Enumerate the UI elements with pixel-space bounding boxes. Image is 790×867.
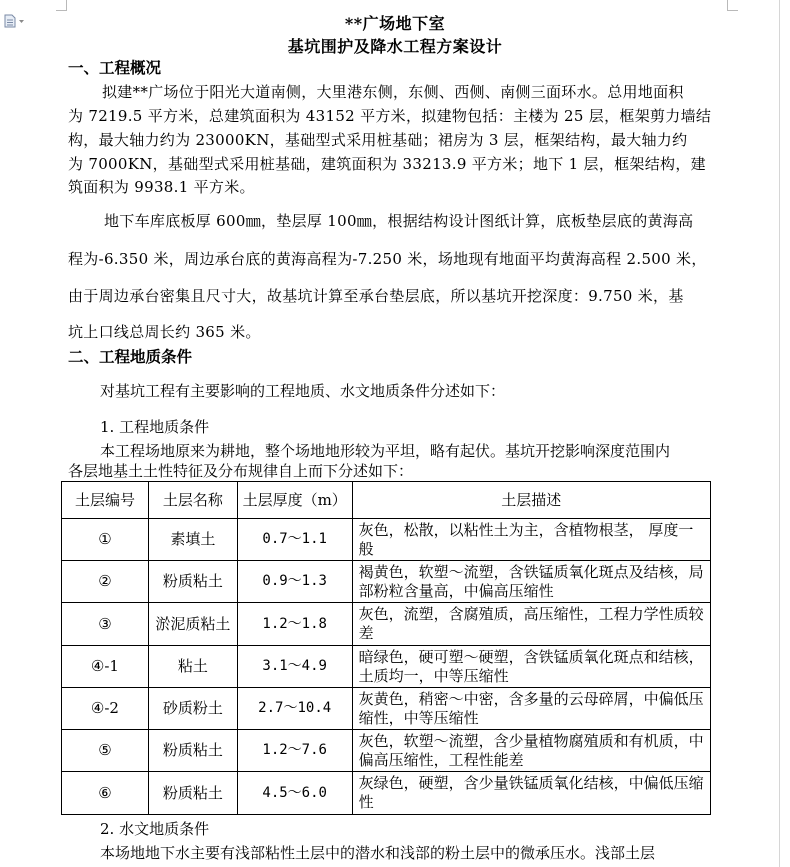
subheading-engineering-geology: 1. 工程地质条件 xyxy=(100,418,210,436)
cell-layer-name: 粉质粘土 xyxy=(148,772,237,815)
cell-layer-desc: 灰黄色，稍密～中密，含多量的云母碎屑，中偏低压缩性，中等压缩性 xyxy=(352,688,710,730)
paragraph-line: 本工程场地原来为耕地，整个场地地形较为平坦，略有起伏。基坑开挖影响深度范围内 xyxy=(100,442,671,460)
table-row xyxy=(62,772,711,815)
cell-layer-name: 粉质粘土 xyxy=(148,561,237,603)
paragraph-line: 筑面积为 9938.1 平方米。 xyxy=(68,178,255,196)
table-header-row xyxy=(62,482,711,519)
cell-layer-name: 砂质粉土 xyxy=(148,688,237,730)
cell-layer-desc: 灰色，松散，以粘性土为主，含植物根茎， 厚度一般 xyxy=(352,519,710,561)
paragraph-line: 为 7000KN，基础型式采用桩基础，建筑面积为 33213.9 平方米；地下 1 层，框架结构，建 xyxy=(68,155,706,173)
cell-layer-thickness: 1.2～1.8 xyxy=(237,603,352,646)
paragraph-line: 地下车库底板厚 600㎜，垫层厚 100㎜，根据结构设计图纸计算，底板垫层底的黄海高 xyxy=(104,212,694,230)
cell-layer-no: ④-2 xyxy=(62,688,149,730)
table-row xyxy=(62,603,711,646)
soil-layer-table xyxy=(61,481,711,815)
paragraph-line: 拟建**广场位于阳光大道南侧，大里港东侧，东侧、西侧、南侧三面环水。总用地面积 xyxy=(102,83,684,101)
paragraph-line: 构，最大轴力约为 23000KN，基础型式采用桩基础；裙房为 3 层，框架结构，最大轴力约 xyxy=(68,131,688,149)
cell-layer-no: ③ xyxy=(62,603,149,646)
cell-layer-desc: 暗绿色，硬可塑～硬塑，含铁锰质氧化斑点和结核，土质均一，中等压缩性 xyxy=(352,646,710,688)
cell-layer-thickness: 1.2～7.6 xyxy=(237,730,352,772)
cell-layer-desc: 灰色，软塑～流塑，含少量植物腐殖质和有机质，中偏高压缩性，工程性能差 xyxy=(352,730,710,772)
cell-layer-desc: 灰色，流塑，含腐殖质，高压缩性，工程力学性质较差 xyxy=(352,603,710,646)
cell-layer-name: 淤泥质粘土 xyxy=(148,603,237,646)
page-right-border xyxy=(779,0,780,867)
page-corner-mark-right xyxy=(727,0,728,10)
paragraph-line: 坑上口线总周长约 365 米。 xyxy=(68,323,261,341)
page-corner-mark-left xyxy=(66,0,67,10)
cell-layer-desc: 褐黄色，软塑～流塑，含铁锰质氧化斑点及结核，局部粉粒含量高，中偏高压缩性 xyxy=(352,561,710,603)
cell-layer-thickness: 0.7～1.1 xyxy=(237,519,352,561)
table-row xyxy=(62,688,711,730)
subheading-hydro-geology: 2. 水文地质条件 xyxy=(100,820,210,838)
header-layer-no: 土层编号 xyxy=(62,482,149,519)
cell-layer-name: 粘土 xyxy=(148,646,237,688)
geology-intro: 对基坑工程有主要影响的工程地质、水文地质条件分述如下： xyxy=(100,382,506,400)
paragraph-line: 本场地地下水主要有浅部粘性土层中的潜水和浅部的粉土层中的微承压水。浅部土层 xyxy=(100,844,656,862)
table-row xyxy=(62,730,711,772)
cell-layer-no: ④-1 xyxy=(62,646,149,688)
header-layer-thickness: 土层厚度（m） xyxy=(237,482,352,519)
cell-layer-thickness: 4.5～6.0 xyxy=(237,772,352,815)
cell-layer-name: 素填土 xyxy=(148,519,237,561)
header-layer-desc: 土层描述 xyxy=(352,482,710,519)
cell-layer-thickness: 0.9～1.3 xyxy=(237,561,352,603)
cell-layer-name: 粉质粘土 xyxy=(148,730,237,772)
cell-layer-no: ⑥ xyxy=(62,772,149,815)
cell-layer-no: ② xyxy=(62,561,149,603)
paragraph-line: 程为-6.350 米，周边承台底的黄海高程为-7.250 米，场地现有地面平均黄海高程 2.500 米， xyxy=(68,250,707,268)
table-row xyxy=(62,519,711,561)
paragraph-line: 为 7219.5 平方米，总建筑面积为 43152 平方米，拟建物包括：主楼为 25 层，框架剪力墙结 xyxy=(68,107,712,125)
document-title: **广场地下室 xyxy=(344,14,446,33)
section-heading-geology: 二、工程地质条件 xyxy=(68,347,193,366)
header-layer-name: 土层名称 xyxy=(148,482,237,519)
cell-layer-no: ⑤ xyxy=(62,730,149,772)
cell-layer-thickness: 2.7～10.4 xyxy=(237,688,352,730)
paragraph-line: 各层地基土土性特征及分布规律自上而下分述如下： xyxy=(68,462,414,480)
cell-layer-thickness: 3.1～4.9 xyxy=(237,646,352,688)
cell-layer-desc: 灰绿色，硬塑，含少量铁锰质氧化结核，中偏低压缩性 xyxy=(352,772,710,815)
document-subtitle: 基坑围护及降水工程方案设计 xyxy=(287,37,503,56)
table-row xyxy=(62,646,711,688)
paragraph-line: 由于周边承台密集且尺寸大，故基坑计算至承台垫层底，所以基坑开挖深度：9.750 米，基 xyxy=(68,287,684,305)
cell-layer-no: ① xyxy=(62,519,149,561)
table-row xyxy=(62,561,711,603)
section-heading-overview: 一、工程概况 xyxy=(68,58,162,77)
